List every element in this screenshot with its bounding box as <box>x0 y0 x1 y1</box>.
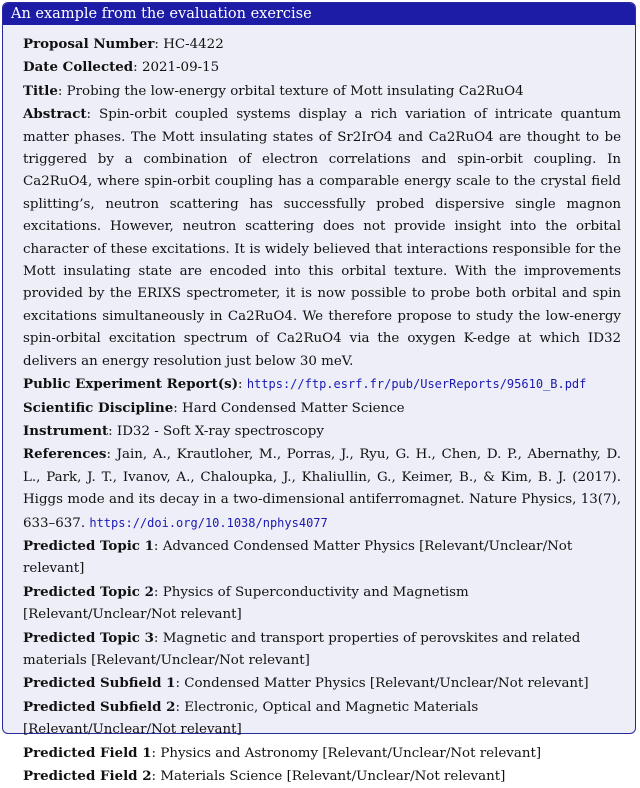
proposal-record <box>3 25 635 788</box>
subfield1-row: Predicted Subfield 1: Condensed Matter Physics [Relevant/Unclear/Not relevant] <box>23 675 589 692</box>
topic1-label: Predicted Topic 1 <box>23 537 154 554</box>
references-row: References: Jain, A., Krautloher, M., Porras, J., Ryu, G. H., Chen, D. P., Abernathy, D. L., Park, J. T., Ivanov, A., Chaloupka, J., Khaliullin, G., Keimer, B., & Kim, B. J. (2017). Higgs mode and its decay in a two-dimensional antiferromagnet. Nature Physics, 13(7), 633–637. https://doi.org/10.1038/nphys4077 <box>23 446 621 531</box>
topic2-row: Predicted Topic 2: Physics of Superconductivity and Magnetism [Relevant/Unclear/Not relevant] <box>23 583 469 623</box>
proposal-number-label: Proposal Number <box>23 36 155 52</box>
field2-value: Materials Science [Relevant/Unclear/Not relevant] <box>160 769 506 784</box>
field1-label: Predicted Field 1 <box>23 744 152 761</box>
proposal-number-value: HC-4422 <box>163 37 224 52</box>
field2-row: Predicted Field 2: Materials Science [Relevant/Unclear/Not relevant] <box>23 768 506 784</box>
topic2-label: Predicted Topic 2 <box>23 583 154 600</box>
box-title: An example from the evaluation exercise <box>11 6 312 22</box>
topic3-value: Magnetic and transport properties of perovskites and related materials [Relevant/Unclear/Not relevant] <box>23 630 581 668</box>
discipline-row: Scientific Discipline: Hard Condensed Matter Science <box>23 399 405 416</box>
abstract-label: Abstract <box>23 106 87 123</box>
references-label: References <box>23 446 107 463</box>
title-label: Title <box>23 82 58 99</box>
subfield1-value: Condensed Matter Physics [Relevant/Unclear/Not relevant] <box>184 676 589 692</box>
field2-label: Predicted Field 2 <box>23 768 152 784</box>
example-box <box>2 2 636 784</box>
discipline-value: Hard Condensed Matter Science <box>182 400 405 416</box>
discipline-label: Scientific Discipline <box>23 399 174 416</box>
instrument-row: Instrument: ID32 - Soft X-ray spectroscopy <box>23 422 324 439</box>
date-collected-label: Date Collected <box>23 59 134 76</box>
public-report-label: Public Experiment Report(s) <box>23 376 239 393</box>
references-value: Jain, A., Krautloher, M., Porras, J., Ryu, G. H., Chen, D. P., Abernathy, D. L., Park, J. T., Ivanov, A., Chaloupka, J., Khaliullin, G., Keimer, B., & Kim, B. J. (2017). Higgs mode and its decay in a two-dimensional antiferromagnet. Nature Physics, 13(7), 633–637. <box>23 447 621 531</box>
title-row: Title: Probing the low-energy orbital texture of Mott insulating Ca2RuO4 <box>23 82 524 99</box>
proposal-number-row: Proposal Number: HC-4422 <box>23 36 224 52</box>
title-value: Probing the low-energy orbital texture of Mott insulating Ca2RuO4 <box>66 83 524 99</box>
abstract-row: Abstract: Spin-orbit coupled systems display a rich variation of intricate quantum matter phases. The Mott insulating states of Sr2IrO4 and Ca2RuO4 are thought to be triggered by a combination of electron correlations and spin-orbit coupling. In Ca2RuO4, where spin-orbit coupling has a comparable energy scale to the crystal field splitting’s, neutron scattering has successfully probed dispersive single magnon excitations. However, neutron scattering does not provide insight into the orbital character of these excitations. It is widely believed that interactions responsible for the Mott insulating state are encoded into this orbital texture. With the improvements provided by the ERIXS spectrometer, it is now possible to probe both orbital and spin excitations simultaneously in Ca2RuO4. We therefore propose to study the low-energy spin-orbital excitation spectrum of Ca2RuO4 via the oxygen K-edge at which ID32 delivers an energy resolution just below 30 meV. <box>23 106 621 369</box>
field1-row: Predicted Field 1: Physics and Astronomy [Relevant/Unclear/Not relevant] <box>23 744 542 761</box>
subfield2-value: Electronic, Optical and Magnetic Materials [Relevant/Unclear/Not relevant] <box>23 699 479 738</box>
references-doi-link[interactable]: https://doi.org/10.1038/nphys4077 <box>89 515 328 530</box>
date-collected-row: Date Collected: 2021-09-15 <box>23 59 220 76</box>
field1-value: Physics and Astronomy [Relevant/Unclear/Not relevant] <box>160 745 542 761</box>
topic3-label: Predicted Topic 3 <box>23 629 154 646</box>
subfield2-row: Predicted Subfield 2: Electronic, Optical and Magnetic Materials [Relevant/Unclear/Not relevant] <box>23 698 479 738</box>
subfield2-label: Predicted Subfield 2 <box>23 698 176 715</box>
abstract-value: Spin-orbit coupled systems display a rich variation of intricate quantum matter phases. The Mott insulating states of Sr2IrO4 and Ca2RuO4 are thought to be triggered by a combination of electron correlations and spin-orbit coupling. In Ca2RuO4, where spin-orbit coupling has a comparable energy scale to the crystal field splitting’s, neutron scattering has successfully probed dispersive single magnon excitations. However, neutron scattering does not provide insight into the orbital character of these excitations. It is widely believed that interactions responsible for the Mott insulating state are encoded into this orbital texture. With the improvements provided by the ERIXS spectrometer, it is now possible to probe both orbital and spin excitations simultaneously in Ca2RuO4. We therefore propose to study the low-energy spin-orbital excitation spectrum of Ca2RuO4 via the oxygen K-edge at which ID32 delivers an energy resolution just below 30 meV. <box>23 107 621 369</box>
instrument-value: ID32 - Soft X-ray spectroscopy <box>116 423 324 439</box>
topic1-value: Advanced Condensed Matter Physics [Relevant/Unclear/Not relevant] <box>23 538 573 577</box>
instrument-label: Instrument <box>23 422 109 439</box>
topic3-row: Predicted Topic 3: Magnetic and transport properties of perovskites and related materials [Relevant/Unclear/Not relevant] <box>23 629 581 668</box>
date-collected-value: 2021-09-15 <box>141 60 220 76</box>
box-header <box>3 3 635 25</box>
topic1-row: Predicted Topic 1: Advanced Condensed Matter Physics [Relevant/Unclear/Not relevant] <box>23 537 573 577</box>
public-report-link[interactable]: https://ftp.esrf.fr/pub/UserReports/95610_B.pdf <box>246 377 587 392</box>
public-report-row: Public Experiment Report(s): https://ftp.esrf.fr/pub/UserReports/95610_B.pdf <box>23 376 587 393</box>
topic2-value: Physics of Superconductivity and Magnetism [Relevant/Unclear/Not relevant] <box>23 584 469 623</box>
subfield1-label: Predicted Subfield 1 <box>23 675 176 692</box>
